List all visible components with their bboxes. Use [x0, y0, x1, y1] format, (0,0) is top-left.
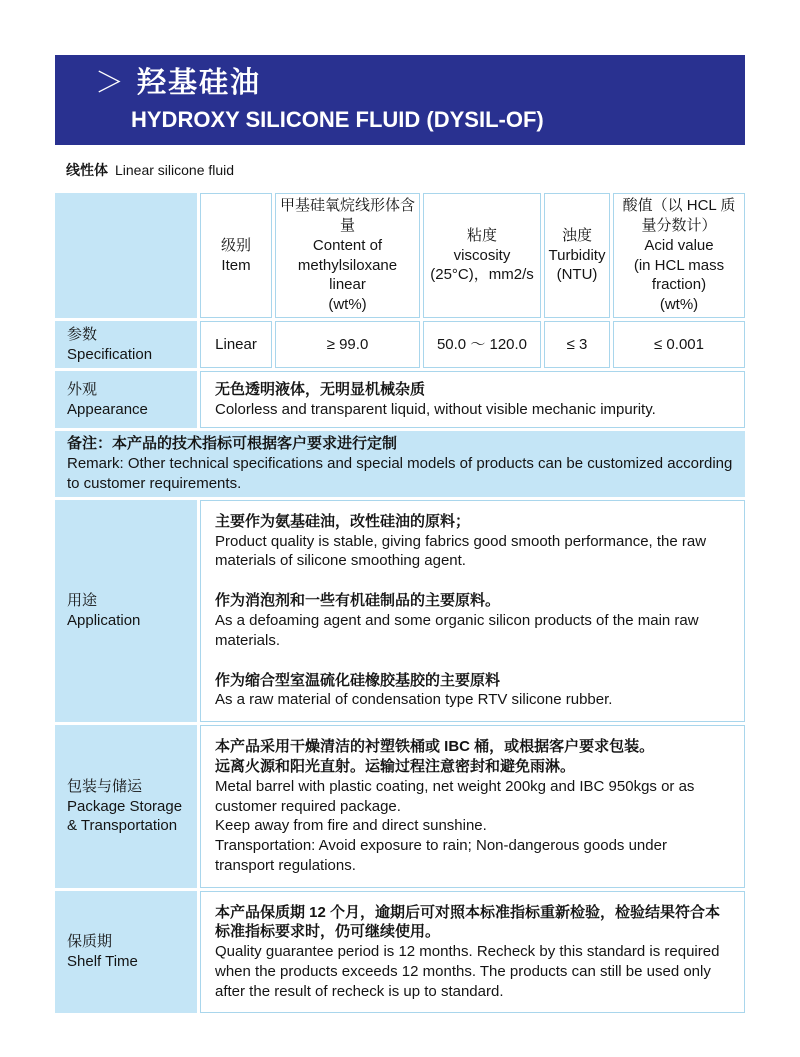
col-header-acid-value: [613, 193, 745, 318]
appearance-text-cn: 无色透明液体，无明显机械杂质: [215, 380, 426, 398]
col-content-en: Content of methylsiloxane linear: [297, 236, 398, 294]
col-content-unit: (wt%): [328, 296, 367, 314]
package-text-en2: Keep away from fire and direct sunshine.: [215, 817, 487, 835]
shelf-text-cn: 本产品保质期 12 个月，逾期后可对照本标准指标重新检验，检验结果符合本标准指标要求时，仍可继续使用。: [215, 903, 721, 941]
package-label-en2: & Transportation: [67, 817, 178, 835]
appearance-label-en: Appearance: [67, 400, 148, 418]
col-acid-cn: 酸值（以 HCL 质量分数计）: [622, 197, 736, 234]
shelf-content: [200, 891, 745, 1013]
chevron-right-icon: ＞: [95, 67, 125, 100]
shelf-text-en: Quality guarantee period is 12 months. Recheck by this standard is required when the products exceeds 12 months. The products can still be used only after the result of recheck is up to standard.: [215, 943, 720, 1000]
subtitle-cn: 线性体: [66, 162, 108, 178]
package-label-en1: Package Storage: [67, 797, 183, 815]
spec-value-viscosity: 50.0 ～ 120.0: [423, 321, 541, 368]
header-corner-cell: [55, 193, 197, 318]
appearance-text-en: Colorless and transparent liquid, without visible mechanic impurity.: [215, 400, 656, 418]
title-banner: [55, 55, 745, 145]
application-content: [200, 500, 745, 722]
product-title-cn: 羟基硅油: [137, 67, 262, 100]
spec-label-en: Specification: [67, 345, 153, 363]
application-paragraph: [215, 591, 730, 650]
banner-line-cn: [95, 66, 745, 101]
col-acid-en2: (in HCL mass fraction): [633, 256, 725, 294]
remark-text-en: Remark: Other technical specifications and special models of products can be customized according to customer requirements.: [67, 455, 733, 492]
col-acid-en: Acid value: [644, 236, 714, 254]
application-p3-cn: 作为缩合型室温硫化硅橡胶基胶的主要原料: [215, 671, 501, 689]
row-label-specification: [55, 321, 197, 368]
application-p2-cn: 作为消泡剂和一些有机硅制品的主要原料。: [215, 592, 501, 610]
subtitle: [66, 160, 234, 180]
col-header-content: [275, 193, 420, 318]
col-turbidity-en: Turbidity: [548, 246, 606, 264]
application-paragraph: [215, 671, 730, 711]
spec-label-cn: 参数: [67, 325, 98, 343]
row-label-application: [55, 500, 197, 722]
spec-value-item: Linear: [200, 321, 272, 368]
package-text-cn2: 远离火源和阳光直射。运输过程注意密封和避免雨淋。: [215, 758, 576, 775]
col-viscosity-cn: 粘度: [466, 226, 497, 244]
product-title-en: HYDROXY SILICONE FLUID (DYSIL-OF): [131, 107, 544, 133]
col-header-turbidity: [544, 193, 610, 318]
col-header-item: [200, 193, 272, 318]
remark-text-cn: 备注：本产品的技术指标可根据客户要求进行定制: [67, 435, 398, 453]
col-viscosity-unit: (25°C)，mm2/s: [430, 266, 534, 284]
subtitle-en: Linear silicone fluid: [115, 162, 235, 178]
remark-band: [55, 431, 745, 497]
application-p1-en: Product quality is stable, giving fabrics good smooth performance, the raw materials of silicone smoothing agent.: [215, 532, 707, 570]
application-label-en: Application: [67, 612, 141, 629]
appearance-content: [200, 371, 745, 428]
package-content: [200, 725, 745, 888]
appearance-label-cn: 外观: [67, 380, 98, 398]
row-label-appearance: [55, 371, 197, 428]
application-p1-cn: 主要作为氨基硅油，改性硅油的原料；: [215, 512, 471, 530]
col-item-en: Item: [221, 256, 251, 274]
package-text-en1: Metal barrel with plastic coating, net weight 200kg and IBC 950kgs or as customer required package.: [215, 777, 695, 815]
col-viscosity-en: viscosity: [453, 246, 511, 264]
row-label-package-storage: [55, 725, 197, 888]
col-item-cn: 级别: [220, 236, 251, 254]
col-turbidity-unit: (NTU): [556, 266, 598, 284]
package-text-cn1: 本产品采用干燥清洁的衬塑铁桶或 IBC 桶，或根据客户要求包装。: [215, 738, 655, 756]
shelf-label-en: Shelf Time: [67, 953, 138, 970]
spec-value-turbidity: ≤ 3: [544, 321, 610, 368]
package-text-en3: Transportation: Avoid exposure to rain; Non-dangerous goods under transport regulations.: [215, 837, 667, 874]
col-turbidity-cn: 浊度: [561, 226, 592, 244]
shelf-label-cn: 保质期: [67, 933, 113, 951]
application-p2-en: As a defoaming agent and some organic silicon products of the main raw materials.: [215, 612, 699, 649]
spec-value-content: ≥ 99.0: [275, 321, 420, 368]
col-header-viscosity: [423, 193, 541, 318]
package-label-cn: 包装与储运: [67, 777, 143, 795]
application-label-cn: 用途: [67, 592, 98, 610]
row-label-shelf-time: [55, 891, 197, 1013]
spec-value-acid: ≤ 0.001: [613, 321, 745, 368]
col-content-cn: 甲基硅氧烷线形体含量: [279, 197, 415, 234]
specification-table: [55, 193, 745, 1013]
col-acid-unit: (wt%): [659, 296, 699, 314]
application-paragraph: [215, 512, 730, 571]
application-p3-en: As a raw material of condensation type RTV silicone rubber.: [215, 691, 613, 709]
